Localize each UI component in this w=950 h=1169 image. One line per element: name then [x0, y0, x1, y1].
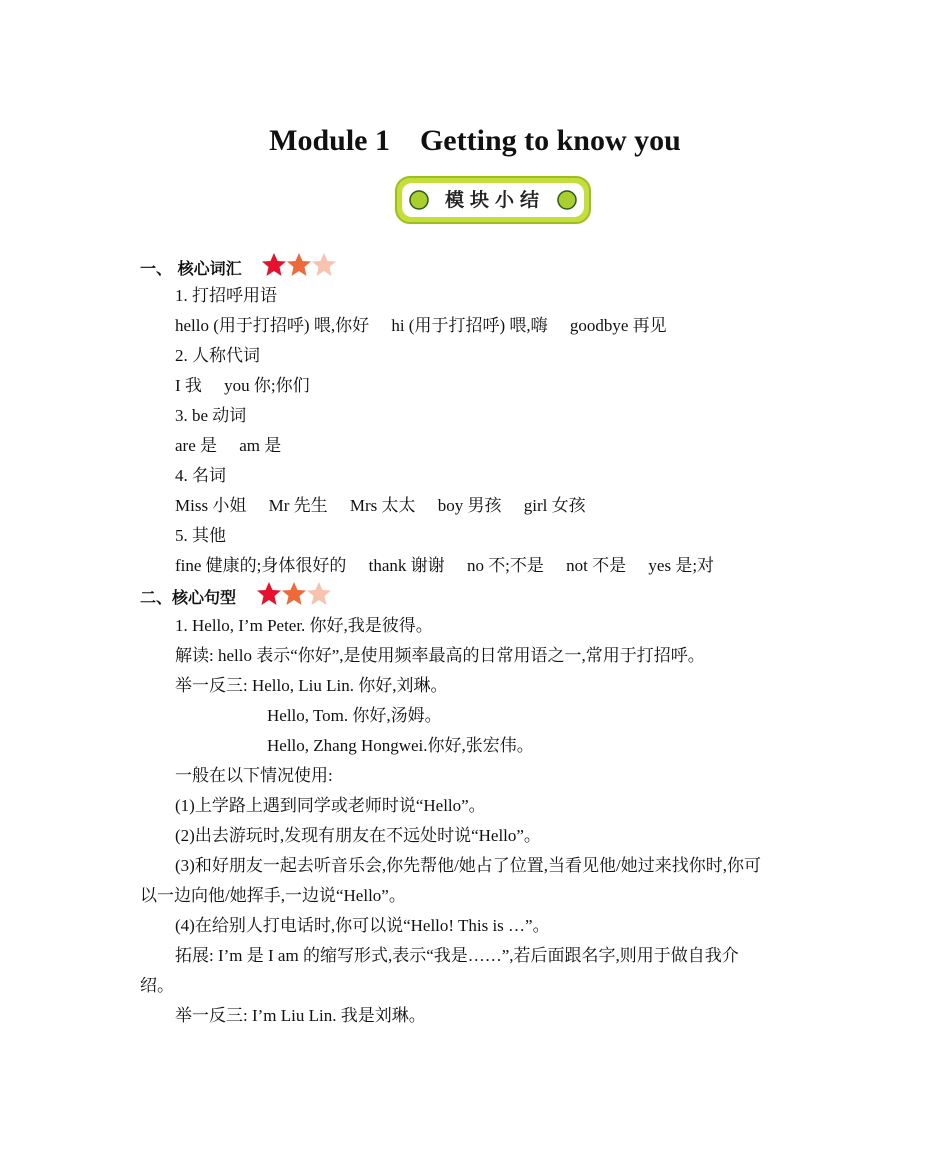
vocab-item: no 不;不是 [466, 556, 544, 575]
vocab-item: goodbye 再见 [569, 316, 667, 335]
vocab-item: hello (用于打招呼) 喂,你好 [175, 316, 370, 335]
vocab-item: fine 健康的;身体很好的 [175, 556, 347, 575]
usage-item: (4)在给别人打电话时,你可以说“Hello! This is …”。 [175, 916, 550, 935]
vocab-category: 1. 打招呼用语 [175, 286, 277, 305]
vocab-item: thank 谢谢 [368, 556, 445, 575]
vocab-item: yes 是;对 [648, 556, 715, 575]
usage-item: (2)出去游玩时,发现有朋友在不远处时说“Hello”。 [175, 826, 541, 845]
vocab-items [175, 551, 714, 581]
example: Hello, Tom. 你好,汤姆。 [267, 706, 442, 725]
example: 举一反三: Hello, Liu Lin. 你好,刘琳。 [175, 676, 448, 695]
vocab-item: boy 男孩 [437, 496, 502, 515]
vocab-item: Mrs 太太 [349, 496, 416, 515]
section-label: 二、核心句型 [140, 588, 237, 607]
extension-continued: 绍。 [140, 976, 174, 995]
summary-badge [393, 174, 593, 226]
vocab-item: not 不是 [566, 556, 627, 575]
vocab-item: I 我 [175, 376, 202, 395]
vocab-category: 3. be 动词 [175, 406, 247, 425]
vocab-category: 5. 其他 [175, 526, 226, 545]
vocab-item: hi (用于打招呼) 喂,嗨 [391, 316, 548, 335]
usage-item: (3)和好朋友一起去听音乐会,你先帮他/她占了位置,当看见他/她过来找你时,你可 [175, 856, 762, 875]
vocab-item: you 你;你们 [224, 376, 310, 395]
usage-item: (1)上学路上遇到同学或老师时说“Hello”。 [175, 796, 486, 815]
example: Hello, Zhang Hongwei.你好,张宏伟。 [267, 736, 534, 755]
vocab-items [175, 431, 281, 461]
vocab-category: 2. 人称代词 [175, 346, 260, 365]
section-label: 一、 核心词汇 [140, 259, 242, 278]
vocab-item: am 是 [239, 436, 282, 455]
vocab-item: Mr 先生 [268, 496, 328, 515]
vocab-category: 4. 名词 [175, 466, 226, 485]
vocab-item: are 是 [175, 436, 218, 455]
explanation: 解读: hello 表示“你好”,是使用频率最高的日常用语之一,常用于打招呼。 [175, 646, 705, 665]
usage-item-continued: 以一边向他/她挥手,一边说“Hello”。 [140, 886, 406, 905]
section-heading-vocab [140, 252, 339, 284]
sentence-pattern: 1. Hello, I’m Peter. 你好,我是彼得。 [175, 616, 433, 635]
extension: 拓展: I’m 是 I am 的缩写形式,表示“我是……”,若后面跟名字,则用于做自我介 [175, 946, 739, 965]
rating-stars-icon [261, 252, 339, 278]
vocab-item: girl 女孩 [523, 496, 586, 515]
example: 举一反三: I’m Liu Lin. 我是刘琳。 [175, 1006, 426, 1025]
vocab-items [175, 371, 310, 401]
usage-intro: 一般在以下情况使用: [175, 766, 333, 785]
vocab-items [175, 491, 586, 521]
badge-label: 模块小结 [444, 189, 545, 211]
section-heading-sentences [140, 581, 334, 613]
rating-stars-icon [256, 581, 334, 607]
vocab-item: Miss 小姐 [175, 496, 247, 515]
vocab-items [175, 311, 667, 341]
page-title: Module 1 Getting to know you [269, 124, 681, 157]
